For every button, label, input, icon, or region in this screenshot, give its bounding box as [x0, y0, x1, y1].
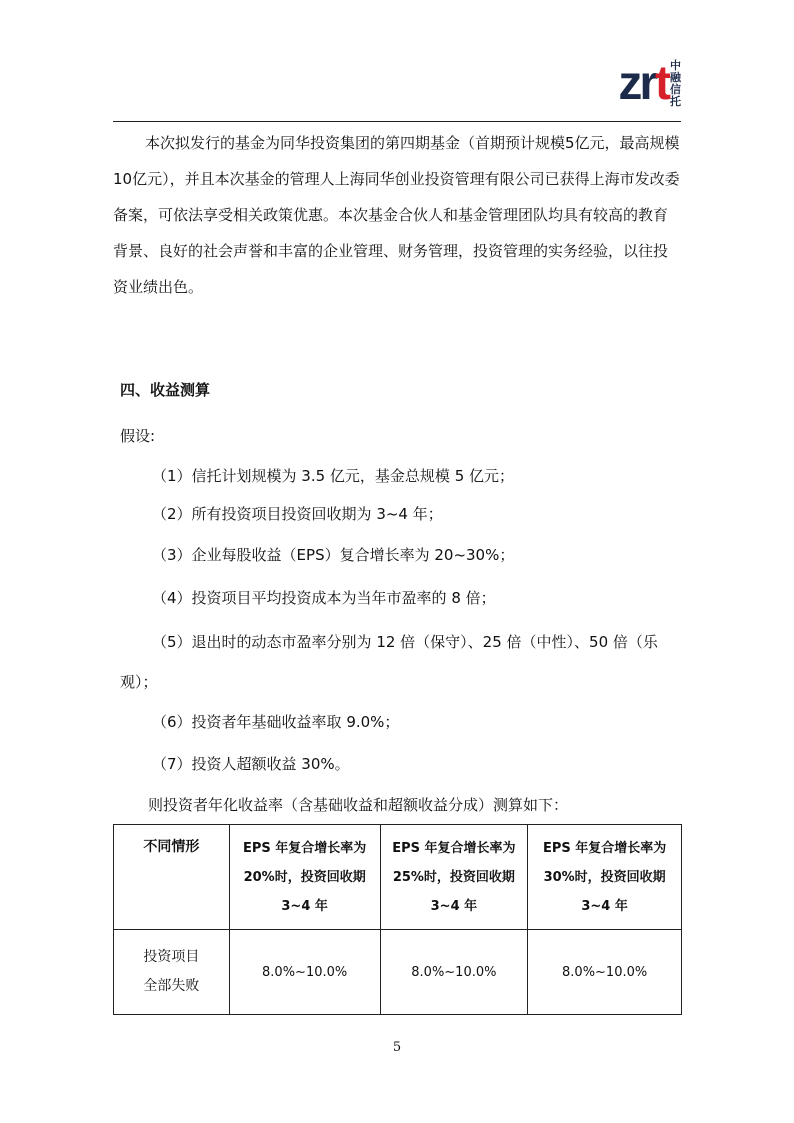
zrt-logo	[618, 57, 681, 110]
header-eps-25: EPS 年复合增长率为25%时，投资回收期3~4 年	[380, 825, 528, 930]
logo-mark: zrt	[618, 57, 668, 110]
page-header	[113, 57, 681, 122]
table-intro: 则投资者年化收益率（含基础收益和超额收益分成）测算如下：	[148, 796, 569, 814]
cell-eps-30: 8.0%~10.0%	[528, 930, 682, 1015]
table-row	[114, 930, 682, 1015]
assumption-item-6: （6）投资者年基础收益率取 9.0%；	[152, 713, 400, 731]
assumption-item-2: （2）所有投资项目投资回收期为 3~4 年；	[152, 505, 443, 523]
cell-eps-20: 8.0%~10.0%	[229, 930, 380, 1015]
intro-paragraph: 本次拟发行的基金为同华投资集团的第四期基金（首期预计规模5亿元，最高规模10亿元），并且本次基金的管理人上海同华创业投资管理有限公司已获得上海市发改委备案，可依法享受相关政策优惠。本次基金合伙人和基金管理团队均具有较高的教育背景、良好的社会声誉和丰富的企业管理、财务管理，投资管理的实务经验，以往投资业绩出色。	[113, 134, 680, 296]
row-label: 投资项目全部失败	[114, 930, 230, 1015]
assumption-item-1: （1）信托计划规模为 3.5 亿元，基金总规模 5 亿元；	[152, 467, 515, 485]
assumption-item-4: （4）投资项目平均投资成本为当年市盈率的 8 倍；	[152, 589, 496, 607]
cell-eps-25: 8.0%~10.0%	[380, 930, 528, 1015]
assumption-item-3: （3）企业每股收益（EPS）复合增长率为 20~30%；	[152, 546, 515, 564]
header-rule	[113, 121, 681, 122]
assumption-item-7: （7）投资人超额收益 30%。	[152, 755, 350, 773]
header-eps-30: EPS 年复合增长率为30%时，投资回收期3~4 年	[528, 825, 682, 930]
return-estimate-table	[113, 824, 682, 1015]
header-scenario: 不同情形	[114, 825, 230, 930]
section-heading: 四、收益测算	[120, 381, 211, 399]
assumption-item-5: （5）退出时的动态市盈率分别为 12 倍（保守）、25 倍（中性）、50 倍（乐观）；	[120, 633, 658, 691]
logo-chinese-name: 中 融 信 托	[670, 59, 681, 108]
table-header-row	[114, 825, 682, 930]
page-number: 5	[392, 1040, 402, 1055]
assumption-label: 假设:	[120, 427, 156, 445]
header-eps-20: EPS 年复合增长率为20%时，投资回收期3~4 年	[229, 825, 380, 930]
